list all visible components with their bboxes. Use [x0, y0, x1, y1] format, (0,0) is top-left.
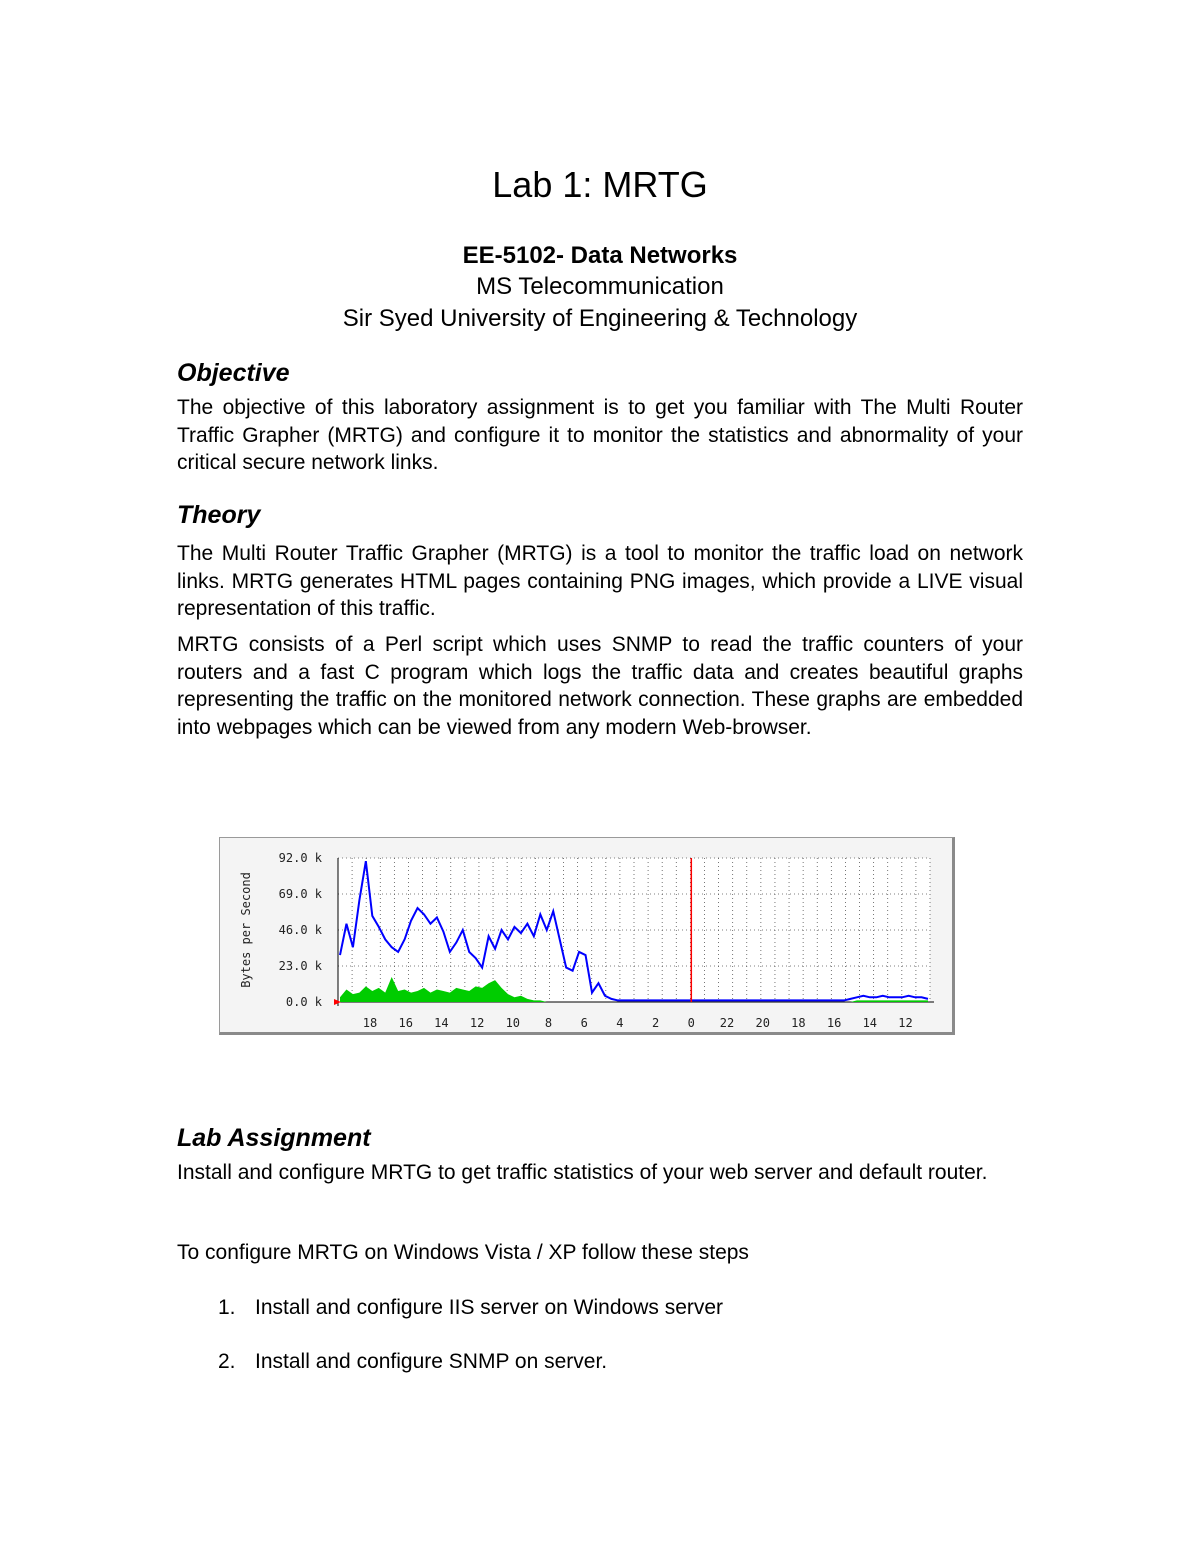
list-text: Install and configure IIS server on Windows server: [255, 1296, 724, 1319]
objective-text: The objective of this laboratory assignment is to get you familiar with The Multi Router Traffic Grapher (MRTG) and configure it to monitor the statistics and abnormality of your critical secure network links.: [177, 396, 1023, 474]
x-tick-label: 0: [687, 1016, 695, 1030]
x-tick-label: 16: [826, 1016, 842, 1030]
x-tick-label: 12: [469, 1016, 485, 1030]
x-tick-label: 14: [862, 1016, 878, 1030]
x-tick-label: 2: [651, 1016, 660, 1030]
list-item: [218, 1348, 607, 1376]
y-tick-label: 69.0 k: [278, 887, 322, 901]
assignment-intro: Install and configure MRTG to get traffic statistics of your web server and default router.: [177, 1161, 988, 1184]
theory-paragraph-1: The Multi Router Traffic Grapher (MRTG) is a tool to monitor the traffic load on network links. MRTG generates HTML pages containing PNG images, which provide a LIVE visual representation of this traffic.: [177, 542, 1023, 620]
mrtg-traffic-graph: [219, 837, 955, 1035]
x-tick-label: 8: [544, 1016, 553, 1030]
configure-instruction: To configure MRTG on Windows Vista / XP follow these steps: [177, 1241, 749, 1264]
x-tick-label: 16: [398, 1016, 413, 1030]
theory-heading: Theory: [177, 501, 261, 529]
list-item: [218, 1294, 723, 1322]
x-tick-label: 10: [505, 1016, 521, 1030]
y-tick-label: 23.0 k: [278, 959, 322, 973]
x-tick-label: 20: [755, 1016, 770, 1030]
x-tick-label: 18: [362, 1016, 378, 1030]
list-text: Install and configure SNMP on server.: [255, 1350, 608, 1373]
lab-assignment-heading: Lab Assignment: [177, 1124, 371, 1152]
list-number: 1.: [218, 1296, 236, 1319]
x-tick-label: 14: [434, 1016, 449, 1030]
x-tick-label: 18: [791, 1016, 806, 1030]
y-tick-label: 46.0 k: [278, 923, 322, 937]
list-number: 2.: [218, 1350, 236, 1373]
x-tick-label: 12: [898, 1016, 913, 1030]
y-tick-label: 92.0 k: [278, 851, 322, 865]
traffic-chart: [220, 838, 952, 1032]
course-title: EE-5102- Data Networks: [462, 242, 738, 269]
y-tick-label: 0.0 k: [285, 995, 322, 1009]
x-tick-label: 22: [719, 1016, 735, 1030]
university-name: Sir Syed University of Engineering & Technology: [342, 305, 858, 332]
y-axis-title: Bytes per Second: [239, 872, 253, 988]
theory-paragraph-2: MRTG consists of a Perl script which uses SNMP to read the traffic counters of your routers and a fast C program which logs the traffic data and creates beautiful graphs representing the traffic on the monitored network connection. These graphs are embedded into webpages which can be viewed from any modern Web-browser.: [177, 633, 1023, 739]
program-name: MS Telecommunication: [476, 273, 724, 300]
x-tick-label: 6: [580, 1016, 588, 1030]
x-tick-label: 4: [616, 1016, 624, 1030]
page-title: Lab 1: MRTG: [492, 164, 708, 205]
objective-heading: Objective: [177, 359, 290, 387]
